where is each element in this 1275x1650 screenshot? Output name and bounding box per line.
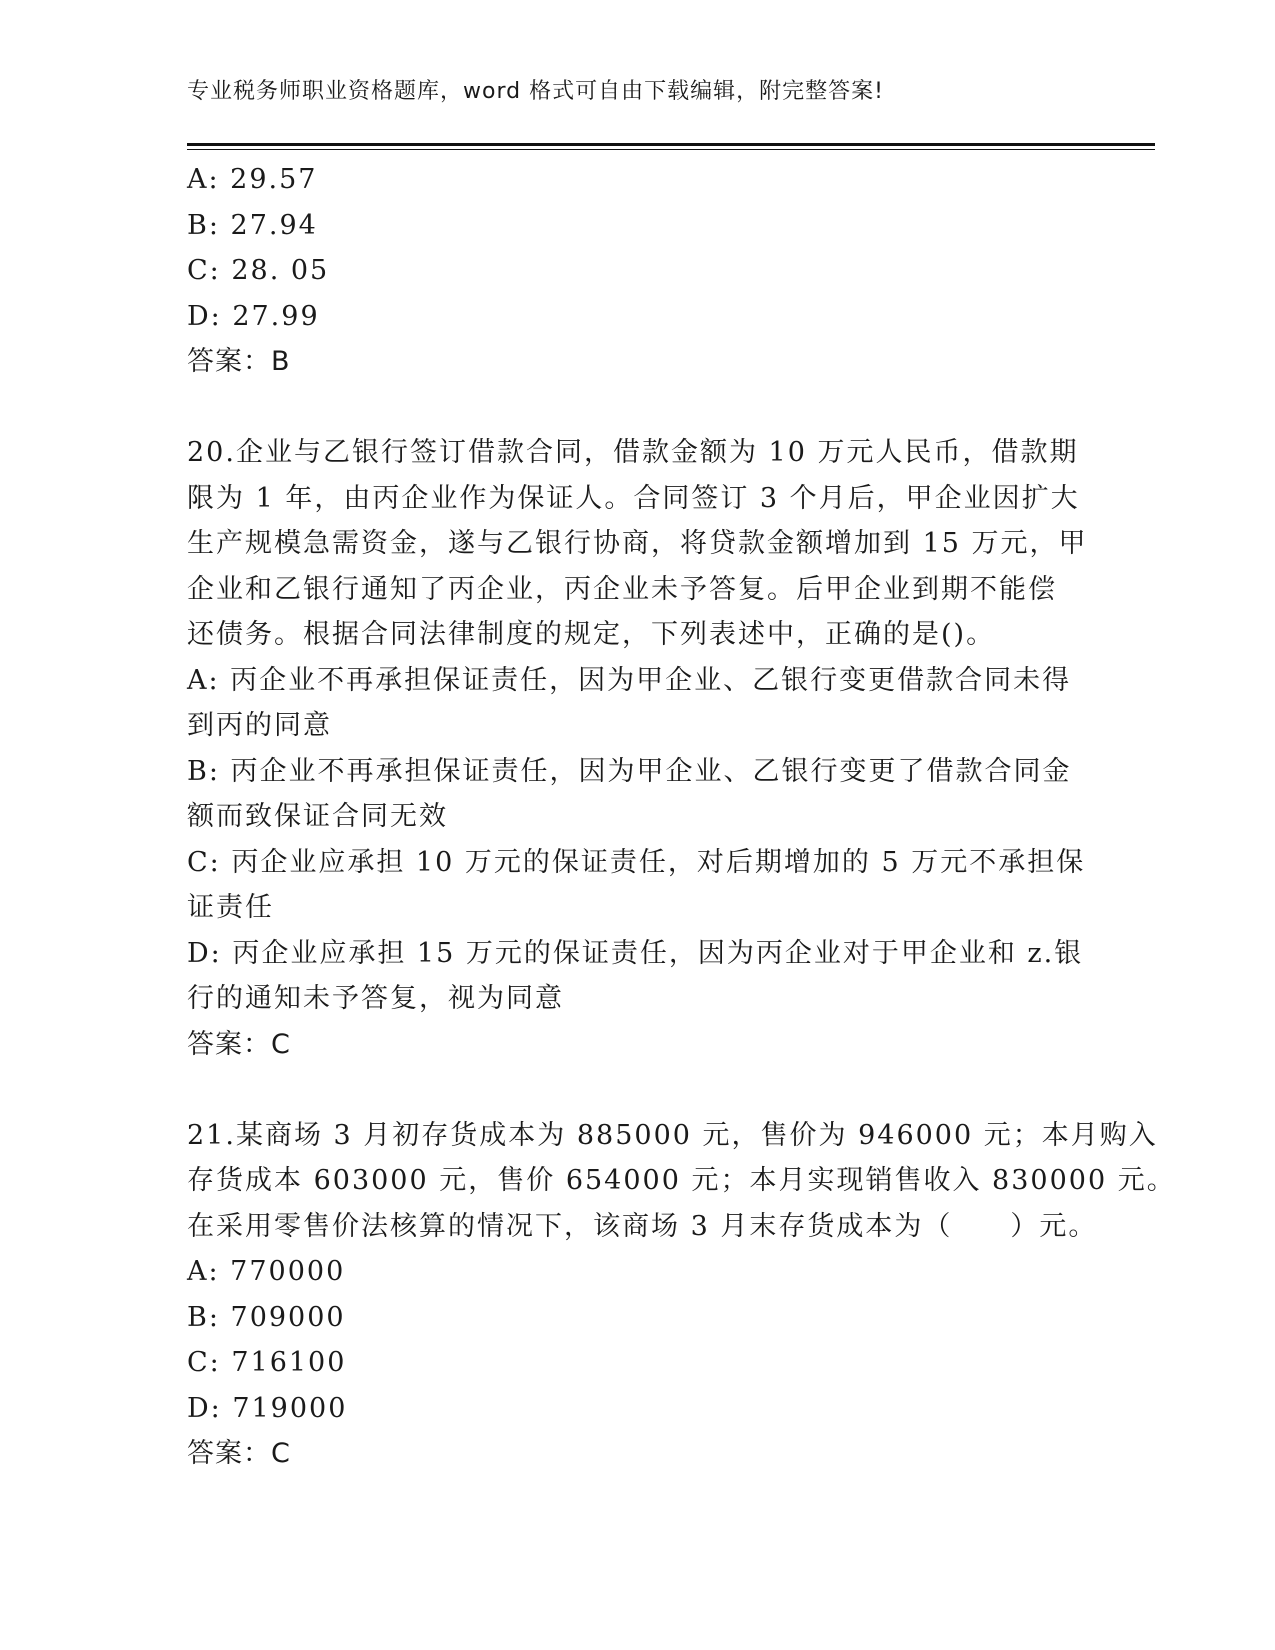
- page-header: 专业税务师职业资格题库，word 格式可自由下载编辑，附完整答案!: [187, 79, 884, 104]
- question-21: [187, 1113, 1176, 1477]
- page-content: [187, 157, 1176, 1477]
- q20-answer: 答案：C: [187, 1028, 291, 1060]
- q20-option-b: B: 丙企业不再承担保证责任，因为甲企业、乙银行变更了借款合同金: [187, 755, 1072, 787]
- q19-answer: 答案：B: [187, 346, 291, 377]
- spacer: [187, 1067, 1067, 1113]
- q21-option-d: D: 719000: [187, 1392, 348, 1424]
- q21-option-a: A: 770000: [187, 1256, 346, 1287]
- q19-option-b: B: 27.94: [187, 209, 318, 241]
- q20-option-c-cont: 证责任: [187, 892, 274, 923]
- q19-option-a: A: 29.57: [187, 164, 318, 195]
- spacer: [187, 385, 1067, 431]
- q21-answer: 答案：C: [187, 1438, 291, 1469]
- header-rule-thick: [187, 143, 1155, 146]
- q21-stem-line: 存货成本 603000 元，售价 654000 元；本月实现销售收入 830000 元。: [187, 1165, 1176, 1196]
- q20-option-d: D: 丙企业应承担 15 万元的保证责任，因为丙企业对于甲企业和 z.银: [187, 937, 1084, 969]
- header-rule-thin: [187, 149, 1155, 150]
- q21-option-b: B: 709000: [187, 1301, 346, 1333]
- q20-option-a: A: 丙企业不再承担保证责任，因为甲企业、乙银行变更借款合同未得: [187, 664, 1072, 696]
- q20-stem-line: 生产规模急需资金，遂与乙银行协商，将贷款金额增加到 15 万元，甲: [187, 528, 1088, 559]
- q20-option-b-cont: 额而致保证合同无效: [187, 801, 448, 832]
- q19-option-c: C: 28. 05: [187, 255, 330, 286]
- question-20: [187, 430, 1088, 1067]
- q21-stem-line: 21.某商场 3 月初存货成本为 885000 元，售价为 946000 元；本月购入: [187, 1119, 1158, 1151]
- q20-stem-line: 20.企业与乙银行签订借款合同，借款金额为 10 万元人民币，借款期: [187, 437, 1079, 468]
- q20-stem-line: 限为 1 年，由丙企业作为保证人。合同签订 3 个月后，甲企业因扩大: [187, 482, 1080, 514]
- question-19: [187, 157, 1067, 385]
- q20-stem-line: 还债务。根据合同法律制度的规定，下列表述中，正确的是()。: [187, 619, 996, 650]
- q20-stem-line: 企业和乙银行通知了丙企业，丙企业未予答复。后甲企业到期不能偿: [187, 573, 1057, 605]
- q19-option-d: D: 27.99: [187, 300, 320, 332]
- q20-option-c: C: 丙企业应承担 10 万元的保证责任，对后期增加的 5 万元不承担保: [187, 846, 1086, 878]
- q20-option-a-cont: 到丙的同意: [187, 710, 332, 741]
- q21-stem-line: 在采用零售价法核算的情况下，该商场 3 月末存货成本为（ ）元。: [187, 1210, 1098, 1242]
- q21-option-c: C: 716100: [187, 1347, 347, 1378]
- q20-option-d-cont: 行的通知未予答复，视为同意: [187, 983, 564, 1014]
